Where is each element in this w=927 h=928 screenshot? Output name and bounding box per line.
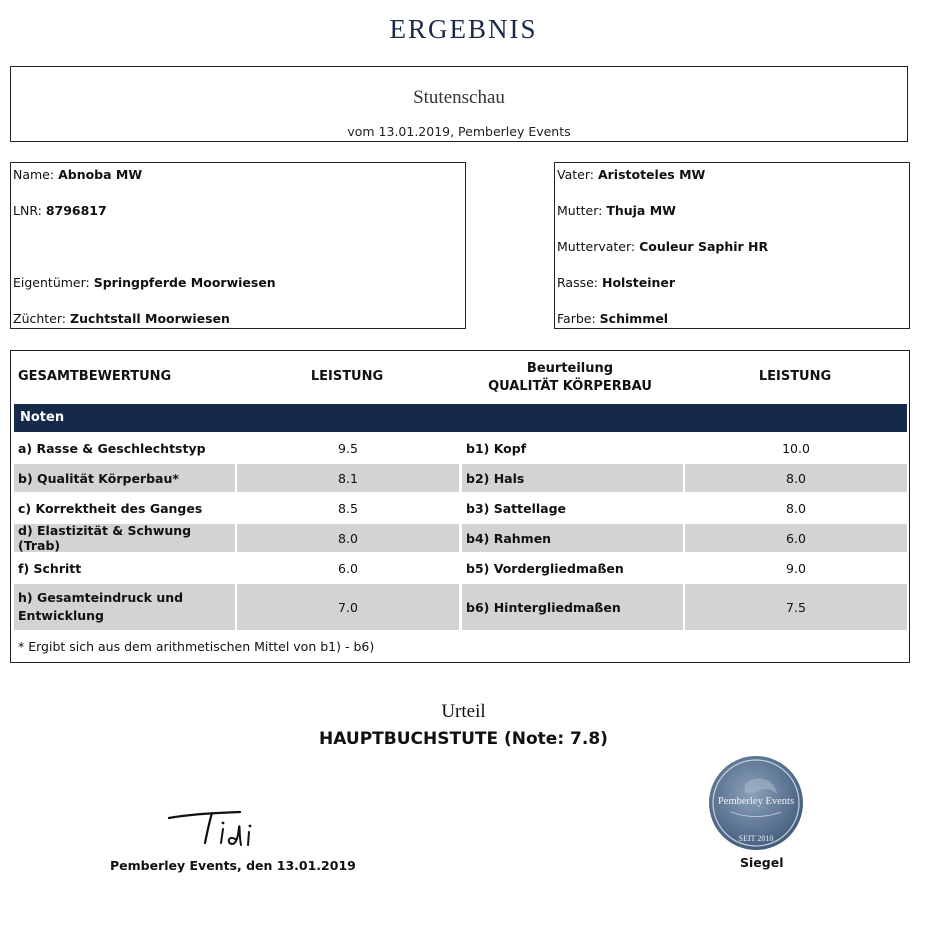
grades-table [10, 350, 910, 663]
color-name: Schimmel [599, 311, 669, 326]
pedigree-dam-line [557, 203, 676, 218]
event-box [10, 66, 908, 142]
grade-value-b2: 8.0 [685, 464, 907, 492]
damsire-label: Muttervater: [557, 239, 636, 254]
horse-name: Abnoba MW [58, 167, 143, 182]
grade-label-h [14, 584, 235, 630]
header-performance-right: LEISTUNG [758, 369, 832, 384]
grades-section-bar [14, 404, 907, 432]
grade-value-a: 9.5 [338, 440, 358, 456]
horse-owner-label: Eigentümer: [13, 275, 90, 290]
sire-name: Aristoteles MW [597, 167, 706, 182]
verdict-title: Urteil [441, 701, 486, 722]
handwritten-signature [165, 805, 260, 855]
horse-info-box [10, 162, 466, 329]
damsire-name: Couleur Saphir HR [639, 239, 769, 254]
grade-value-h: 7.0 [237, 584, 459, 630]
horse-breeder-line [13, 311, 230, 326]
grade-label-b4: b4) Rahmen [462, 524, 683, 552]
grade-value-b1: 10.0 [782, 440, 810, 456]
grade-label-b1: b1) Kopf [466, 440, 527, 456]
grade-value-b: 8.1 [237, 464, 459, 492]
header-performance-left: LEISTUNG [310, 369, 384, 384]
horse-name-label: Name: [13, 167, 55, 182]
pedigree-damsire-line [557, 239, 768, 254]
grade-label-b6: b6) Hintergliedmaßen [462, 584, 683, 630]
dam-name: Thuja MW [606, 203, 676, 218]
horse-owner: Springpferde Moorwiesen [93, 275, 276, 290]
grades-section-label: Noten [20, 410, 65, 425]
grade-value-b5: 9.0 [786, 560, 806, 576]
grade-value-d: 8.0 [237, 524, 459, 552]
pedigree-sire-line [557, 167, 705, 182]
seal-label: Siegel [740, 855, 784, 870]
grade-label-a: a) Rasse & Geschlechtstyp [18, 440, 206, 456]
pedigree-color-line [557, 311, 668, 326]
grade-value-b4: 6.0 [685, 524, 907, 552]
event-subtitle: vom 13.01.2019, Pemberley Events [347, 124, 571, 139]
pedigree-info-box [554, 162, 910, 329]
grade-label-b: b) Qualität Körperbau* [14, 464, 235, 492]
header-conformation [460, 360, 680, 396]
event-name: Stutenschau [413, 87, 505, 108]
horse-name-line [13, 167, 142, 182]
horse-lnr-line [13, 203, 107, 218]
grade-value-f: 6.0 [338, 560, 358, 576]
grade-label-b5: b5) Vordergliedmaßen [466, 560, 624, 576]
signature-place-date: Pemberley Events, den 13.01.2019 [110, 858, 356, 873]
page-title: ERGEBNIS [389, 14, 538, 44]
color-label: Farbe: [557, 311, 596, 326]
header-conformation-line2: QUALITÄT KÖRPERBAU [488, 379, 652, 394]
verdict-result: HAUPTBUCHSTUTE (Note: 7.8) [319, 729, 608, 749]
horse-lnr: 8796817 [45, 203, 107, 218]
grade-label-d: d) Elastizität & Schwung (Trab) [14, 524, 235, 552]
grades-footnote: * Ergibt sich aus dem arithmetischen Mittel von b1) - b6) [18, 639, 375, 654]
horse-breeder: Zuchtstall Moorwiesen [70, 311, 230, 326]
breed-label: Rasse: [557, 275, 598, 290]
seal-emblem [707, 754, 805, 852]
grade-label-f: f) Schritt [18, 560, 82, 576]
grade-value-c: 8.5 [338, 500, 358, 516]
grade-label-h-line1: h) Gesamteindruck und [18, 590, 184, 605]
horse-breeder-label: Züchter: [13, 311, 67, 326]
seal-line1: Pemberley Events [717, 796, 795, 807]
grade-label-b2: b2) Hals [462, 464, 683, 492]
breed-name: Holsteiner [601, 275, 676, 290]
grade-label-h-line2: Entwicklung [18, 608, 104, 623]
seal-line2: SEIT 2010 [738, 834, 774, 843]
header-conformation-line1: Beurteilung [526, 361, 614, 376]
dam-label: Mutter: [557, 203, 603, 218]
sire-label: Vater: [557, 167, 594, 182]
header-overall: GESAMTBEWERTUNG [18, 369, 172, 384]
horse-owner-line [13, 275, 276, 290]
pedigree-breed-line [557, 275, 675, 290]
grade-value-b6: 7.5 [685, 584, 907, 630]
grade-label-c: c) Korrektheit des Ganges [18, 500, 203, 516]
grade-label-b3: b3) Sattellage [466, 500, 567, 516]
grade-value-b3: 8.0 [786, 500, 806, 516]
horse-lnr-label: LNR: [13, 203, 42, 218]
